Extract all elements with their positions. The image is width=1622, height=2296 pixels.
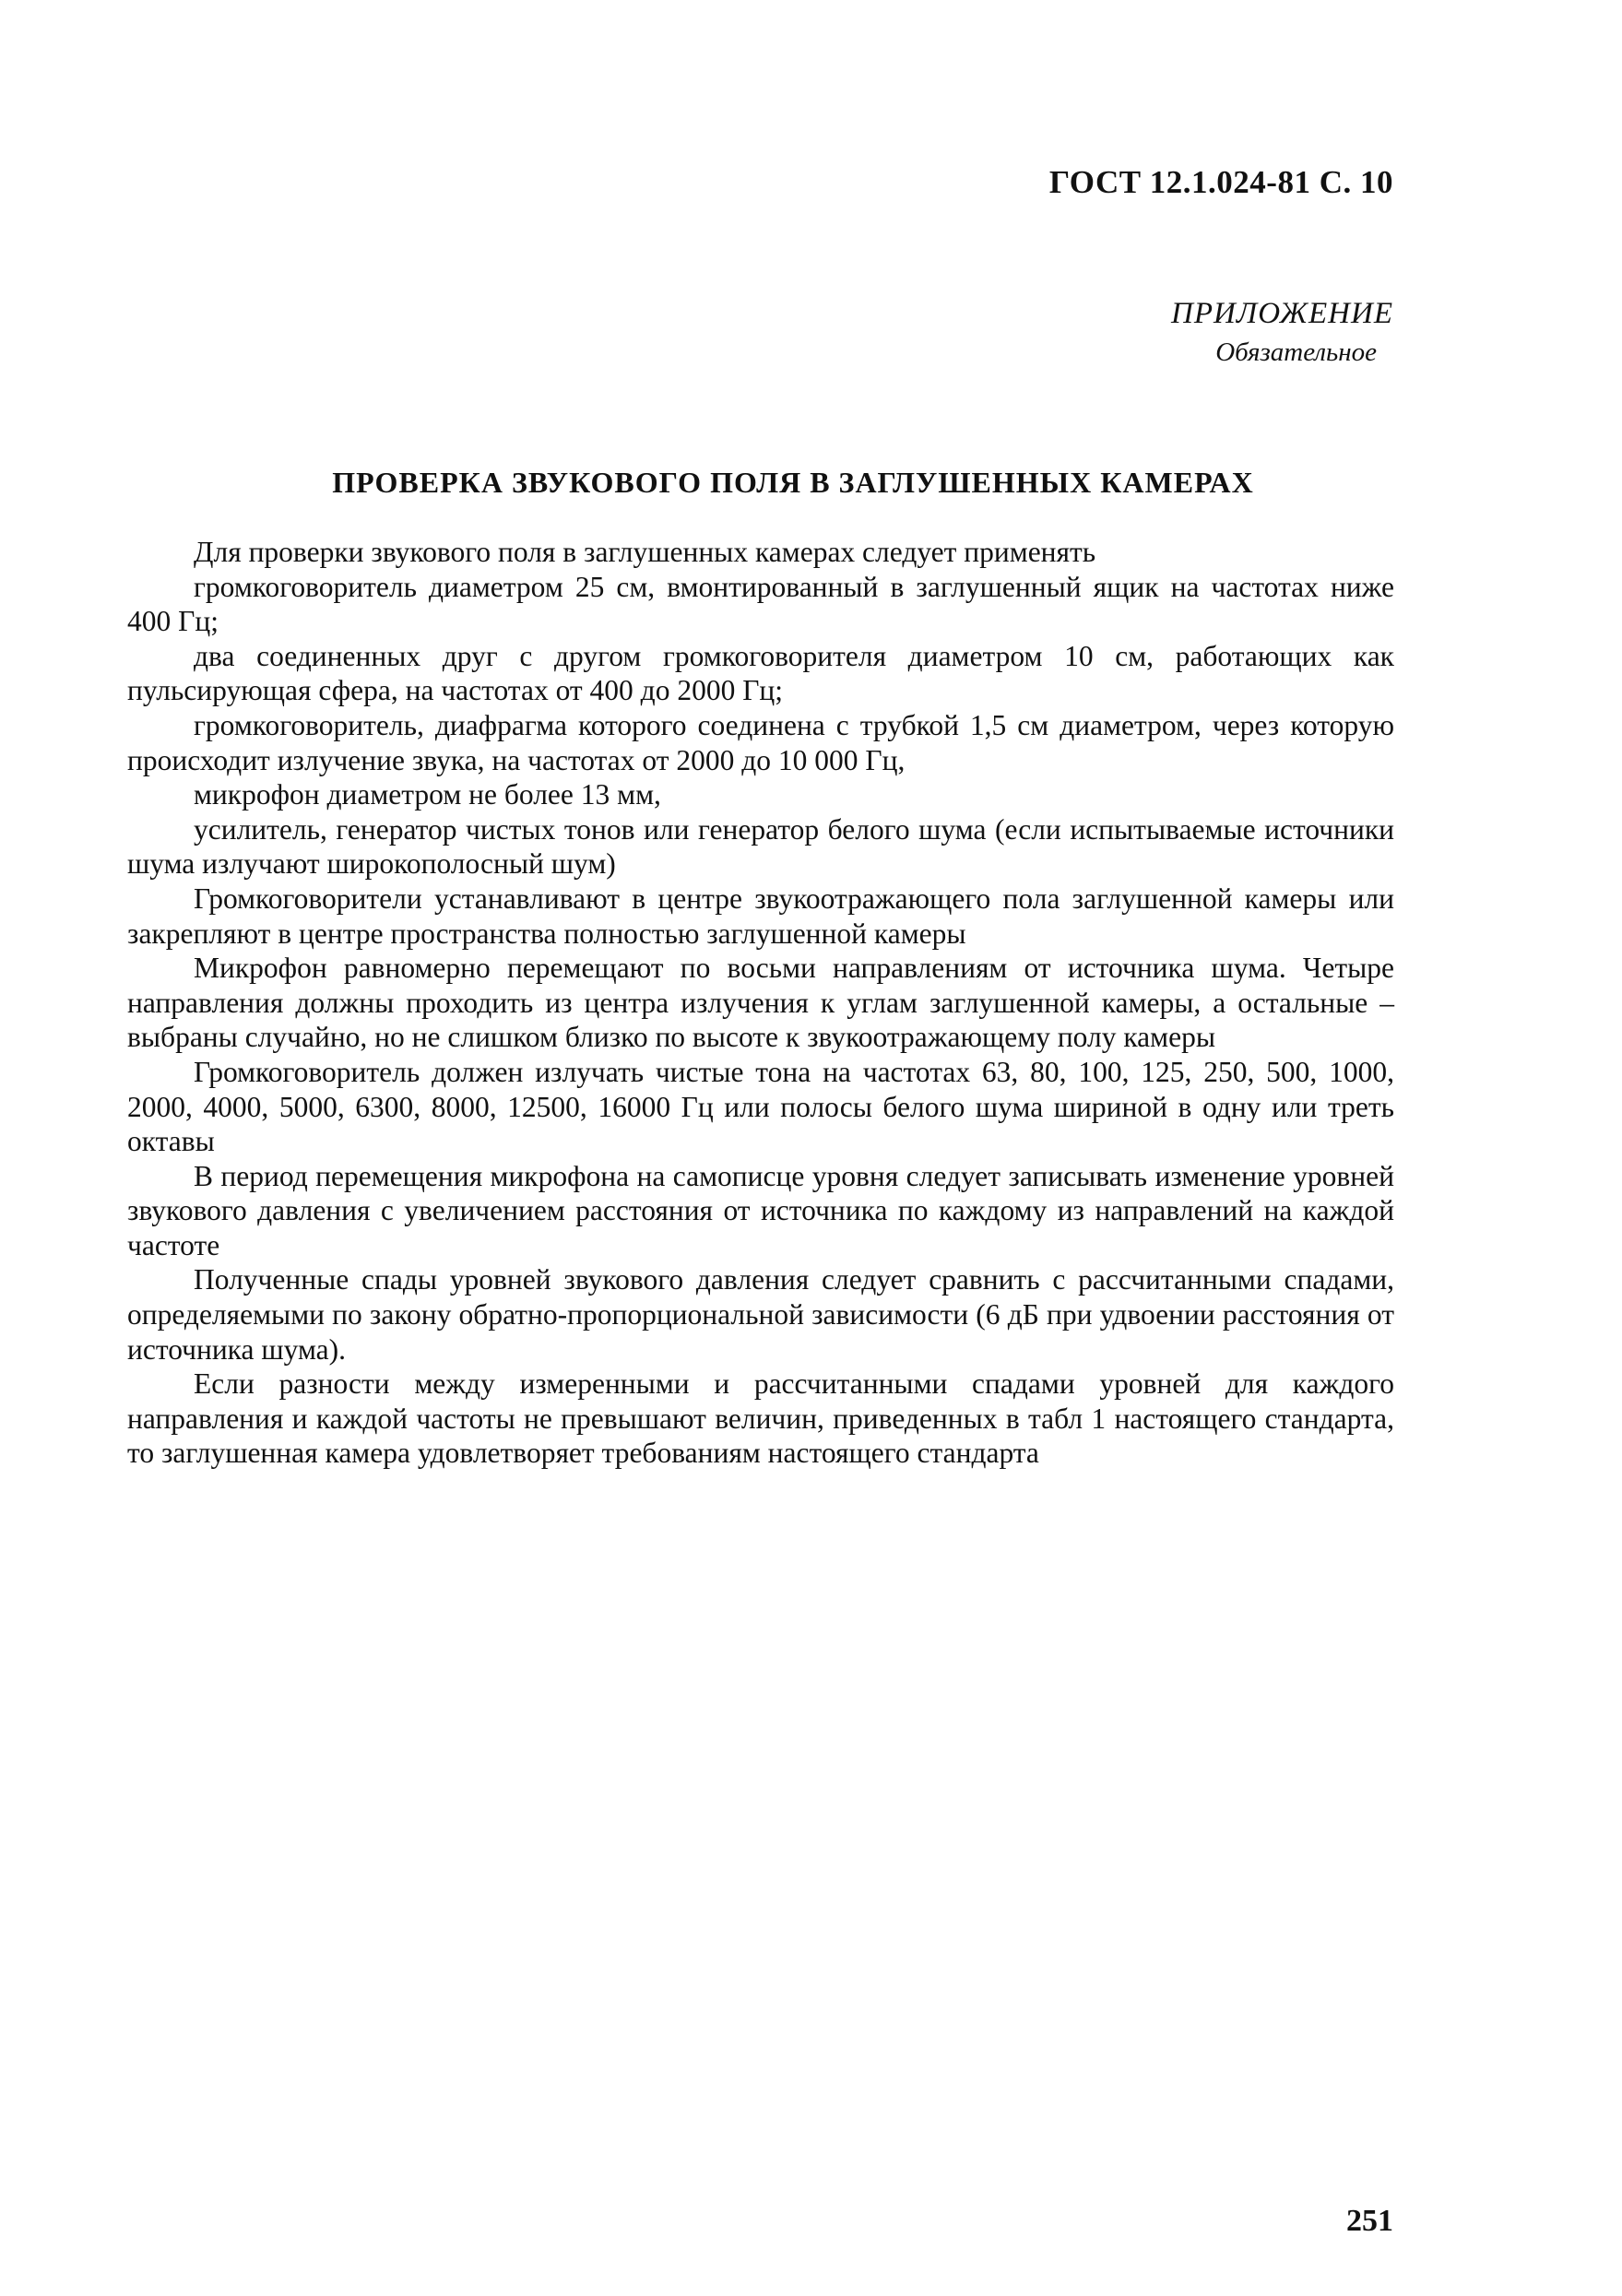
body-text (127, 535, 1394, 1471)
paragraph: Для проверки звукового поля в заглушенных камерах следует применять (194, 536, 1096, 568)
paragraph: громкоговоритель, диафрагма которого соединена с трубкой 1,5 см диаметром, через которую происходит излучение звука, на частотах от 2000 до 10 000 Гц, (127, 708, 1394, 776)
paragraph: микрофон диаметром не более 13 мм, (194, 778, 661, 811)
paragraph: Если разности между измеренными и рассчитанными спадами уровней для каждого направления и каждой частоты не превышают величин, приведенных в табл 1 настоящего стандарта, то заглушенная камера удовлетворяет требованиям настоящего стандарта (127, 1367, 1394, 1470)
appendix-block (1171, 293, 1393, 371)
paragraph: Громкоговоритель должен излучать чистые тона на частотах 63, 80, 100, 125, 250, 500, 1000, 2000, 4000, 5000, 6300, 8000, 12500, 16000 Гц или полосы белого шума шириной в одну или треть октавы (127, 1055, 1394, 1158)
appendix-label: ПРИЛОЖЕНИЕ (1171, 297, 1393, 330)
paragraph: В период перемещения микрофона на самописце уровня следует записывать изменение уровней звукового давления с увеличением расстояния от источника по каждому из направлений на каждой частоте (127, 1159, 1394, 1261)
paragraph: Громкоговорители устанавливают в центре звукоотражающего пола заглушенной камеры или закрепляют в центре пространства полностью заглушенной камеры (127, 882, 1394, 950)
page-number: 251 (1346, 2204, 1393, 2238)
paragraph: два соединенных друг с другом громкоговорителя диаметром 10 см, работающих как пульсирующая сфера, на частотах от 400 до 2000 Гц; (127, 639, 1394, 707)
document-code-header: ГОСТ 12.1.024-81 С. 10 (1048, 164, 1393, 200)
section-title: ПРОВЕРКА ЗВУКОВОГО ПОЛЯ В ЗАГЛУШЕННЫХ КАМЕРАХ (332, 466, 1254, 499)
paragraph: Микрофон равномерно перемещают по восьми направлениям от источника шума. Четыре направления должны проходить из центра излучения к углам заглушенной камеры, а остальные – выбраны случайно, но не слишком близко по высоте к звукоотражающему полу камеры (127, 952, 1394, 1054)
paragraph: громкоговоритель диаметром 25 см, вмонтированный в заглушенный ящик на частотах ниже 400 Гц; (127, 570, 1394, 638)
paragraph: усилитель, генератор чистых тонов или генератор белого шума (если испытываемые источники шума излучают широкополосный шум) (127, 812, 1394, 881)
appendix-status: Обязательное (1215, 337, 1377, 367)
paragraph: Полученные спады уровней звукового давления следует сравнить с рассчитанными спадами, определяемыми по закону обратно-пропорциональной зависимости (6 дБ при удвоении расстояния от источника шума). (127, 1263, 1394, 1366)
